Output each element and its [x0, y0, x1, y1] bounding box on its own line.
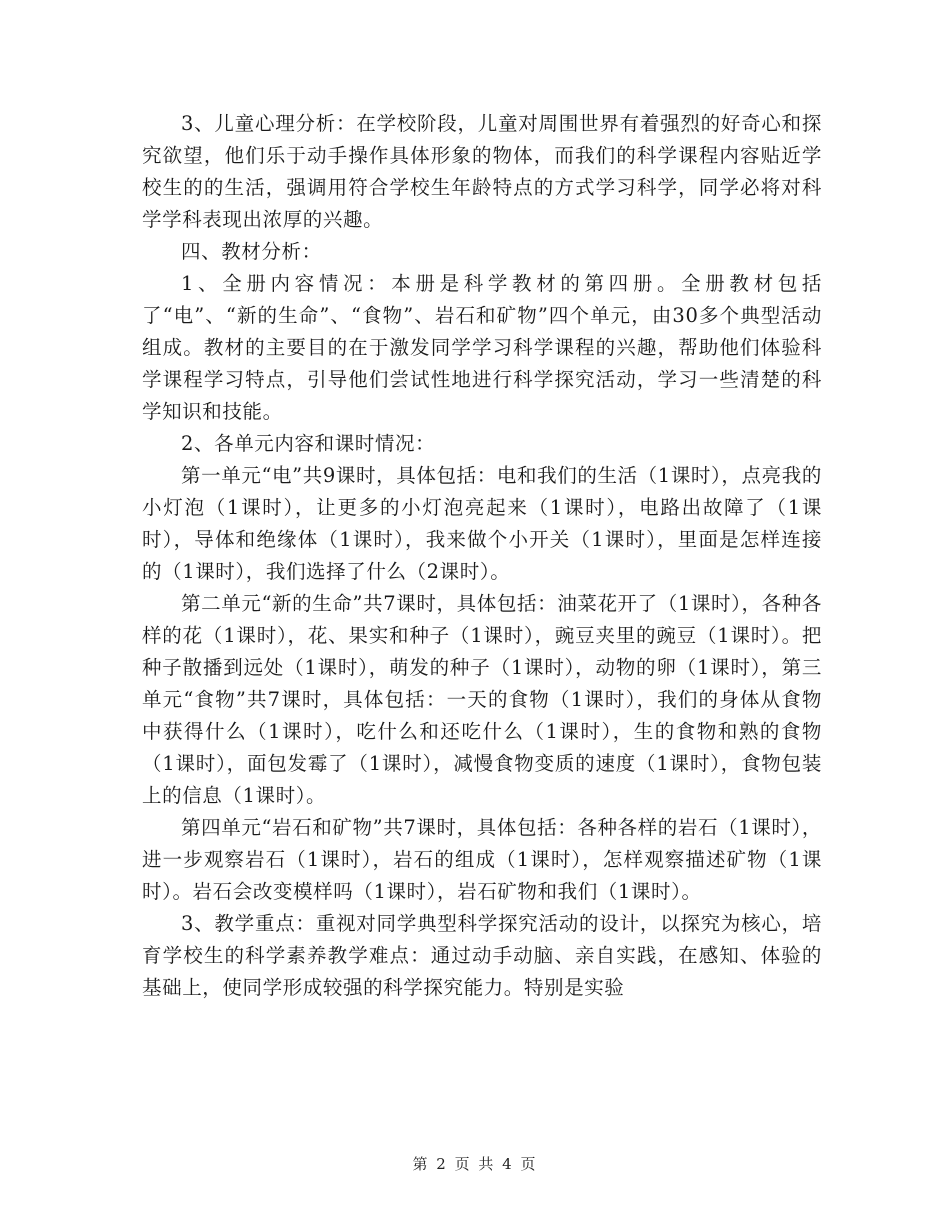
heading-textbook-analysis: 四、教材分析：: [181, 240, 322, 263]
paragraph-teaching-focus: 3、教学重点：重视对同学典型科学探究活动的设计，以探究为核心，培育学校生的科学素养教学难点：通过动手动脑、亲自实践，在感知、体验的基础上，使同学形成较强的科学探究能力。特别是实验: [142, 912, 822, 999]
document-body: [142, 108, 822, 1004]
paragraph-volume-overview: 1、全册内容情况：本册是科学教材的第四册。全册教材包括了“电”、“新的生命”、“食物”、岩石和矿物”四个单元，由30多个典型活动组成。教材的主要目的在于激发同学学习科学课程的兴趣，帮助他们体验科学课程学习特点，引导他们尝试性地进行科学探究活动，学习一些清楚的科学知识和技能。: [142, 272, 822, 423]
paragraph-unit-one: 第一单元“电”共9课时，具体包括：电和我们的生活（1课时），点亮我的小灯泡（1课时），让更多的小灯泡亮起来（1课时），电路出故障了（1课时），导体和绝缘体（1课时），我来做个小开关（1课时），里面是怎样连接的（1课时），我们选择了什么（2课时）。: [142, 464, 822, 583]
paragraph-unit-four: 第四单元“岩石和矿物”共7课时，具体包括：各种各样的岩石（1课时），进一步观察岩石（1课时），岩石的组成（1课时），怎样观察描述矿物（1课时）。岩石会改变模样吗（1课时），岩石矿物和我们（1课时）。: [142, 816, 822, 903]
page-number-footer: 第 2 页 共 4 页: [412, 1155, 538, 1173]
heading-unit-content: 2、各单元内容和课时情况：: [181, 432, 436, 455]
paragraph-child-psychology: 3、儿童心理分析：在学校阶段，儿童对周围世界有着强烈的好奇心和探究欲望，他们乐于动手操作具体形象的物体，而我们的科学课程内容贴近学校生的的生活，强调用符合学校生年龄特点的方式学习科学，同学必将对科学学科表现出浓厚的兴趣。: [142, 112, 822, 231]
paragraph-unit-two-three: 第二单元“新的生命”共7课时，具体包括：油菜花开了（1课时），各种各样的花（1课时），花、果实和种子（1课时），豌豆夹里的豌豆（1课时）。把种子散播到远处（1课时），萌发的种子（1课时），动物的卵（1课时），第三单元“食物”共7课时，具体包括：一天的食物（1课时），我们的身体从食物中获得什么（1课时），吃什么和还吃什么（1课时），生的食物和熟的食物（1课时），面包发霉了（1课时），减慢食物变质的速度（1课时），食物包装上的信息（1课时）。: [142, 592, 822, 807]
